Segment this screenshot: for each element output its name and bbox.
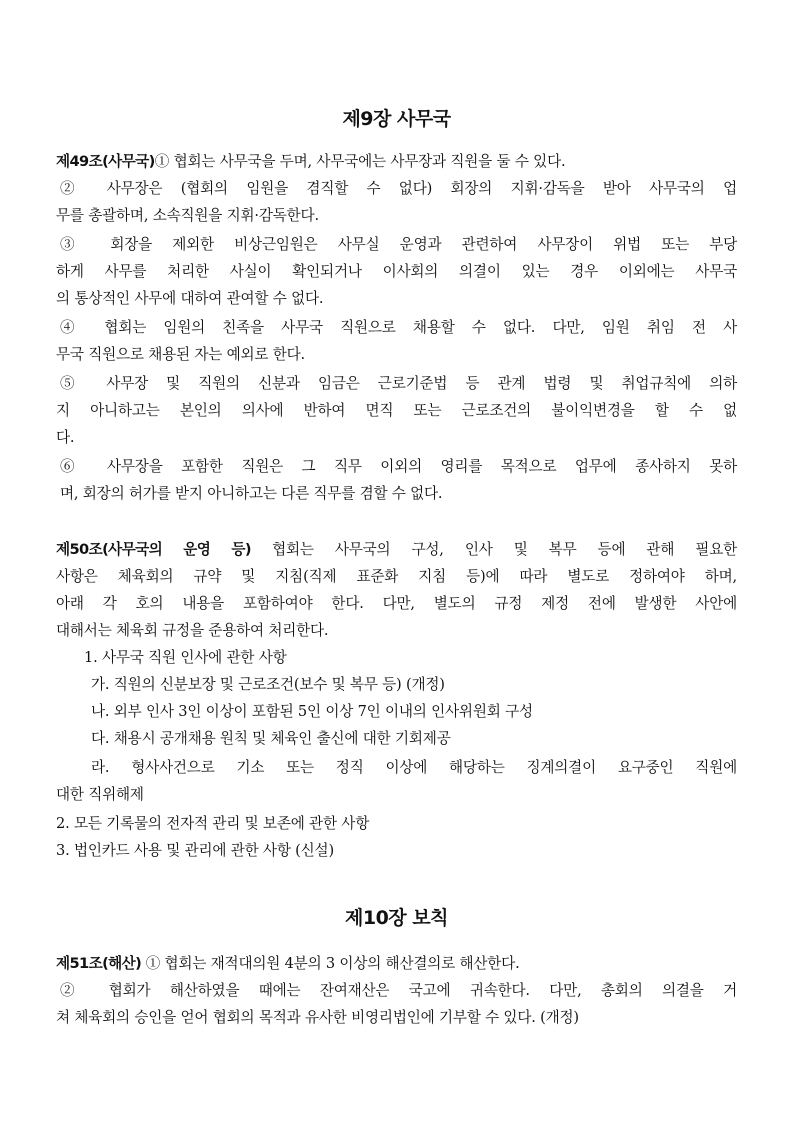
article-49-para-2-line-2: 무를 총괄하며, 소속직원을 지휘·감독한다. (56, 207, 319, 224)
article-49-para-4-line-1: ④ 협회는 임원의 친족을 사무국 직원으로 채용할 수 없다. 다만, 임원 취임 전 사 (60, 319, 737, 336)
article-49-para-3-line-2: 하게 사무를 처리한 사실이 확인되거나 이사회의 의결이 있는 경우 이외에는 사무국 (56, 263, 737, 280)
article-50-sub-ra-line-1: 라. 형사사건으로 기소 또는 정직 이상에 해당하는 징계의결이 요구중인 직원에 (91, 759, 737, 776)
article-49-para-4-line-2: 무국 직원으로 채용된 자는 예외로 한다. (56, 346, 305, 363)
article-50-intro-line-3: 아래 각 호의 내용을 포함하여야 한다. 다만, 별도의 규정 제정 전에 발생한 사안에 (56, 595, 737, 612)
article-50-sub-ga: 가. 직원의 신분보장 및 근로조건(보수 및 복무 등) (개정) (91, 676, 445, 693)
article-50-sub-da: 다. 채용시 공개채용 원칙 및 체육인 출신에 대한 기회제공 (91, 730, 451, 747)
chapter-9-title: 제9장 사무국 (342, 108, 451, 130)
article-51-para-2-line-1: ② 협회가 해산하였을 때에는 잔여재산은 국고에 귀속한다. 다만, 총회의 의결을 거 (60, 982, 737, 999)
article-50-intro-1: 협회는 사무국의 구성, 인사 및 복무 등에 관해 필요한 (250, 541, 737, 558)
article-51-line (56, 951, 737, 977)
article-49-para-6-line-2: 며, 회장의 허가를 받지 아니하고는 다른 직무를 겸할 수 없다. (60, 485, 443, 502)
article-50-line-1 (56, 537, 737, 563)
article-50-item-3: 3. 법인카드 사용 및 관리에 관한 사항 (신설) (56, 842, 334, 859)
article-49-para-3-line-1: ③ 회장을 제외한 비상근임원은 사무실 운영과 관련하여 사무장이 위법 또는 부당 (60, 236, 737, 253)
article-49-heading: 제49조(사무국) (56, 153, 155, 170)
article-49-line (56, 149, 737, 175)
article-49-para-3-line-3: 의 통상적인 사무에 대하여 관여할 수 없다. (56, 290, 324, 307)
article-50-item-1: 1. 사무국 직원 인사에 관한 사항 (84, 649, 287, 666)
article-51-heading: 제51조(해산) (56, 955, 142, 972)
article-49-para-1: ① 협회는 사무국을 두며, 사무국에는 사무장과 직원을 둘 수 있다. (154, 153, 566, 170)
article-50-sub-na: 나. 외부 인사 3인 이상이 포함된 5인 이상 7인 이내의 인사위원회 구성 (91, 703, 533, 720)
article-49-para-6-line-1: ⑥ 사무장을 포함한 직원은 그 직무 이외의 영리를 목적으로 업무에 종사하지 못하 (60, 458, 737, 475)
article-49-para-5-line-3: 다. (56, 429, 75, 446)
article-50-item-2: 2. 모든 기록물의 전자적 관리 및 보존에 관한 사항 (56, 815, 370, 832)
article-49-para-2-line-1: ② 사무장은 (협회의 임원을 겸직할 수 없다) 회장의 지휘·감독을 받아 사무국의 업 (60, 180, 737, 197)
article-50-sub-ra-line-2: 대한 직위해제 (56, 786, 144, 803)
article-50-intro-line-2: 사항은 체육회의 규약 및 지침(직제 표준화 지침 등)에 따라 별도로 정하여야 하며, (56, 568, 737, 585)
article-49-para-5-line-2: 지 아니하고는 본인의 의사에 반하여 면직 또는 근로조건의 불이익변경을 할 수 없 (56, 402, 737, 419)
article-51-para-1: ① 협회는 재적대의원 4분의 3 이상의 해산결의로 해산한다. (141, 955, 520, 972)
article-51-para-2-line-2: 쳐 체육회의 승인을 얻어 협회의 목적과 유사한 비영리법인에 기부할 수 있다. (개정) (56, 1009, 579, 1026)
article-50-heading: 제50조(사무국의 운영 등) (56, 541, 251, 558)
chapter-10-title: 제10장 보칙 (345, 907, 448, 929)
article-49-para-5-line-1: ⑤ 사무장 및 직원의 신분과 임금은 근로기준법 등 관계 법령 및 취업규칙에 의하 (60, 375, 737, 392)
article-50-intro-line-4: 대해서는 체육회 규정을 준용하여 처리한다. (56, 622, 329, 639)
